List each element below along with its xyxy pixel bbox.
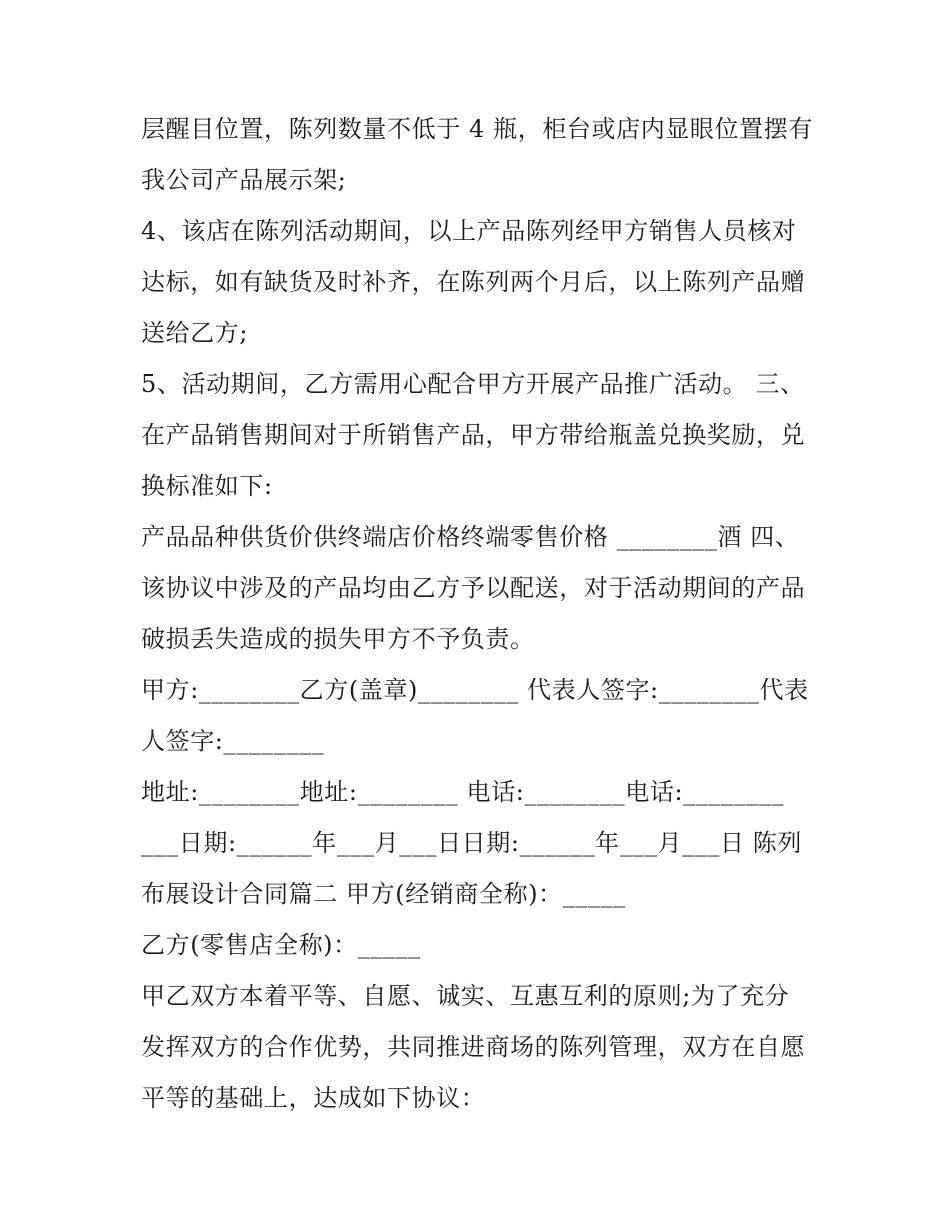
text-line: 甲方:________乙方(盖章)________ 代表人签字:________代表 [141, 676, 809, 704]
text-line: 地址:________地址:________ 电话:________电话:________ [141, 778, 784, 806]
text-line: 层醒目位置，陈列数量不低于 4 瓶，柜台或店内显眼位置摆有 [141, 115, 813, 143]
text-line: 换标准如下: [141, 472, 273, 500]
text-line: 4、该店在陈列活动期间，以上产品陈列经甲方销售人员核对 [141, 217, 797, 245]
text-line: ___日期:______年___月___日日期:______年___月___日 陈列 [141, 829, 802, 857]
text-line: 人签字:________ [141, 727, 325, 755]
text-line: 达标，如有缺货及时补齐，在陈列两个月后，以上陈列产品赠 [141, 268, 806, 296]
text-line: 发挥双方的合作优势，共同推进商场的陈列管理，双方在自愿 [141, 1033, 806, 1061]
text-line: 产品品种供货价供终端店价格终端零售价格 ________酒 四、 [141, 523, 800, 551]
text-line: 送给乙方; [141, 319, 249, 347]
text-line: 布展设计合同篇二 甲方(经销商全称)：_____ [141, 880, 626, 908]
text-line: 破损丢失造成的损失甲方不予负责。 [141, 625, 535, 653]
text-line: 甲乙双方本着平等、自愿、诚实、互惠互利的原则;为了充分 [141, 982, 790, 1010]
text-line: 该协议中涉及的产品均由乙方予以配送，对于活动期间的产品 [141, 574, 806, 602]
text-line: 乙方(零售店全称)：_____ [141, 931, 421, 959]
text-line: 5、活动期间，乙方需用心配合甲方开展产品推广活动。 三、 [141, 370, 805, 398]
text-line: 在产品销售期间对于所销售产品，甲方带给瓶盖兑换奖励，兑 [141, 421, 806, 449]
text-line: 平等的基础上，达成如下协议： [141, 1084, 486, 1112]
text-line: 我公司产品展示架; [141, 166, 347, 194]
